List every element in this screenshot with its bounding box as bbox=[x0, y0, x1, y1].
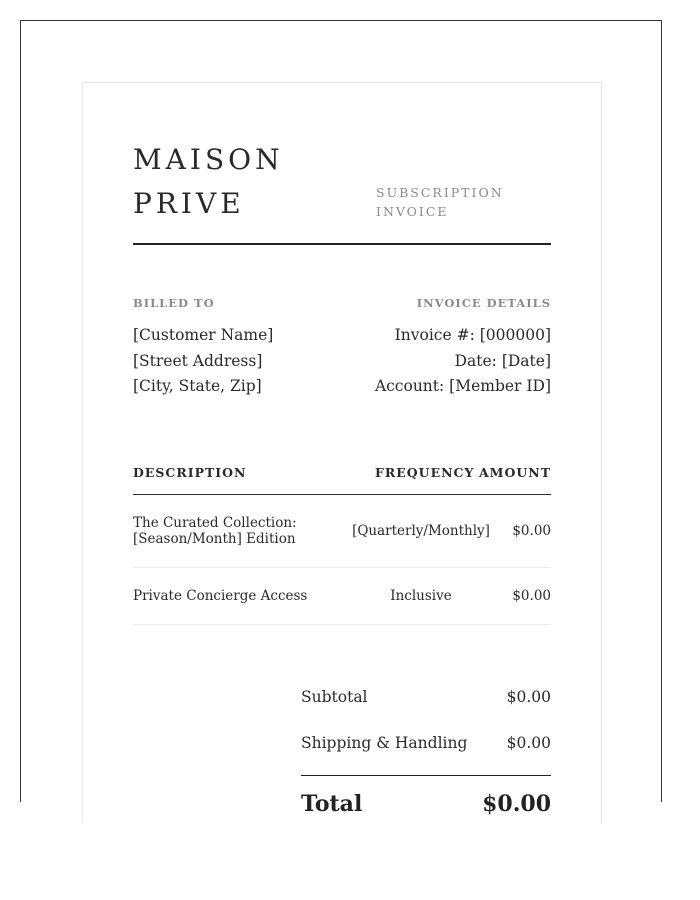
row-description-line-1: The Curated Collection: bbox=[133, 515, 297, 531]
row-description bbox=[133, 515, 297, 547]
invoice-sheet bbox=[82, 82, 602, 823]
row-frequency: [Quarterly/Monthly] bbox=[352, 523, 490, 539]
street-address: [Street Address] bbox=[133, 351, 263, 370]
invoice-details-block bbox=[375, 296, 551, 400]
header-divider bbox=[133, 243, 551, 245]
row-amount: $0.00 bbox=[512, 523, 551, 539]
row-amount: $0.00 bbox=[512, 588, 551, 604]
subtotal-label: Subtotal bbox=[301, 688, 368, 706]
invoice-date: Date: [Date] bbox=[454, 351, 551, 370]
shipping-value: $0.00 bbox=[506, 734, 551, 752]
billed-to-block bbox=[133, 296, 273, 400]
billed-to-label: BILLED TO bbox=[133, 296, 215, 310]
row-divider bbox=[133, 567, 551, 568]
row-description-line-2: [Season/Month] Edition bbox=[133, 531, 296, 547]
total-divider bbox=[301, 775, 551, 776]
document-type bbox=[376, 183, 504, 221]
row-frequency: Inclusive bbox=[390, 588, 452, 604]
shipping-label: Shipping & Handling bbox=[301, 734, 468, 752]
table-header-divider bbox=[133, 494, 551, 495]
column-header-amount: AMOUNT bbox=[478, 465, 551, 480]
account-id: Account: [Member ID] bbox=[374, 377, 551, 395]
column-header-frequency: FREQUENCY bbox=[375, 465, 475, 480]
city-state-zip: [City, State, Zip] bbox=[133, 377, 262, 395]
invoice-details-label: INVOICE DETAILS bbox=[416, 296, 551, 310]
customer-name: [Customer Name] bbox=[133, 326, 274, 344]
brand-line-1: MAISON bbox=[133, 143, 284, 176]
column-header-description: DESCRIPTION bbox=[133, 465, 247, 480]
row-divider bbox=[133, 624, 551, 625]
subtotal-value: $0.00 bbox=[506, 688, 551, 706]
row-description: Private Concierge Access bbox=[133, 588, 308, 604]
invoice-number: Invoice #: [000000] bbox=[394, 326, 551, 344]
table-row bbox=[133, 588, 551, 608]
table-row bbox=[133, 515, 551, 555]
document-type-line-1: SUBSCRIPTION bbox=[376, 185, 504, 200]
total-label: Total bbox=[301, 791, 363, 817]
brand-logo bbox=[133, 138, 284, 226]
brand-line-2: PRIVE bbox=[133, 187, 245, 220]
total-value: $0.00 bbox=[482, 791, 551, 817]
page-frame bbox=[20, 20, 662, 817]
document-type-line-2: INVOICE bbox=[376, 204, 449, 219]
